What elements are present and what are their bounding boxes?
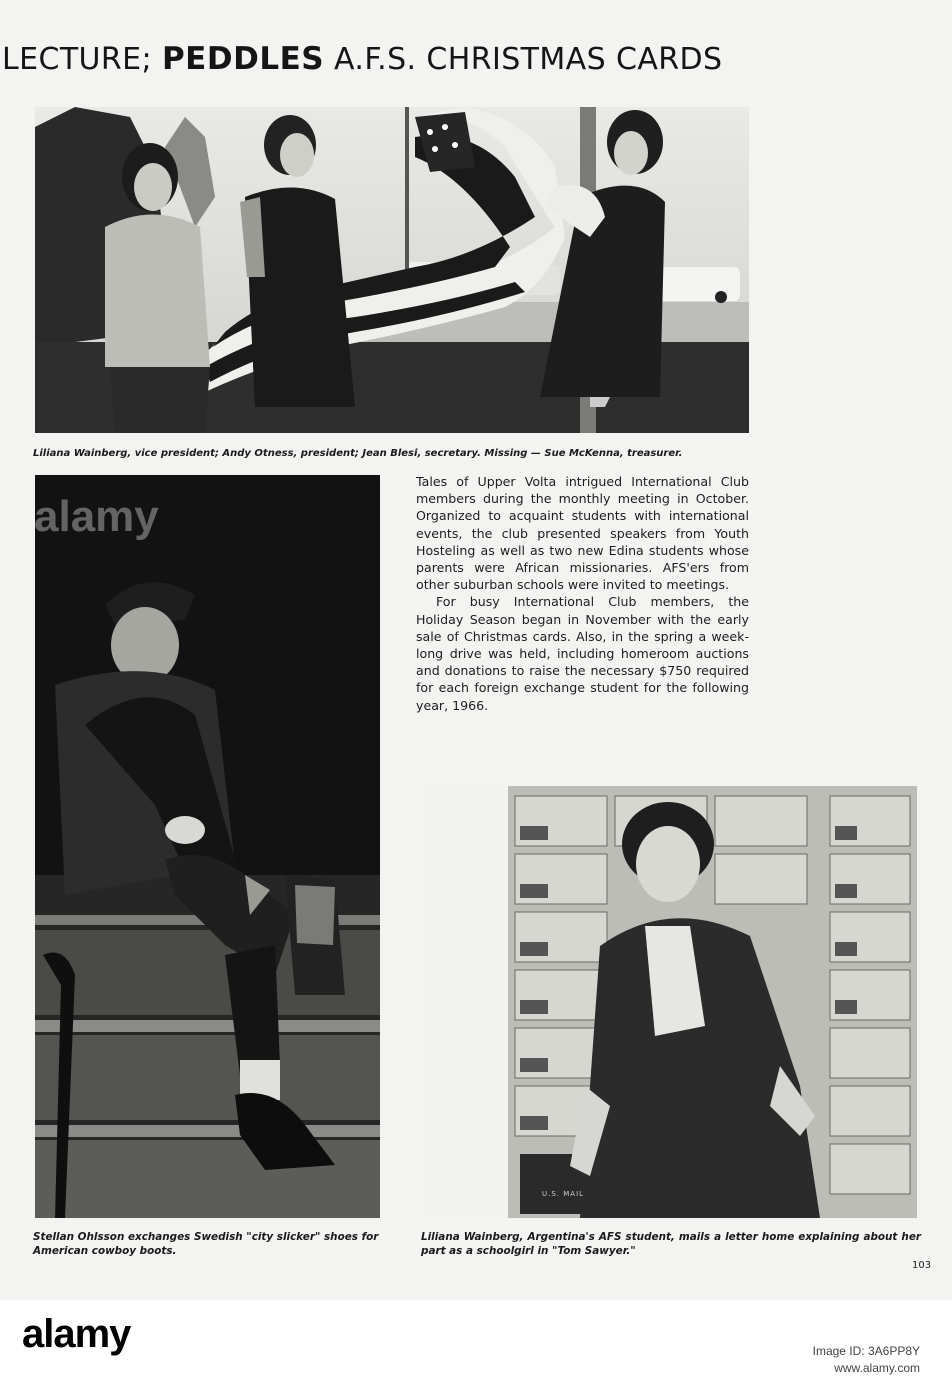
mailbox-label: U.S. MAIL (542, 1190, 585, 1198)
headline-bold: PEDDLES (161, 41, 325, 77)
boots-photo (35, 475, 380, 1218)
flag-photo-caption: Liliana Wainberg, vice president; Andy Otness, president; Jean Blesi, secretary. Missing — Sue McKenna, treasurer. (33, 448, 683, 459)
article-paragraph-2: For busy International Club members, the Holiday Season began in November with the early sale of Christmas cards. Also, in the spring a week-long drive was held, including homeroom auctions and donations to raise the necessary $750 required for each foreign exchange student for the following year, 1966. (416, 594, 749, 713)
headline-post: A.F.S. CHRISTMAS CARDS (334, 42, 723, 77)
article-body (416, 473, 749, 714)
boots-photo-caption: Stellan Ohlsson exchanges Swedish "city slicker" shoes for American cowboy boots. (33, 1231, 379, 1257)
flag-photo (35, 107, 749, 433)
stock-url[interactable]: www.alamy.com (834, 1361, 920, 1375)
watermark: alamy (34, 492, 159, 541)
article-paragraph-1: Tales of Upper Volta intrigued International Club members during the monthly meeting in October. Organized to acquaint students with international events, the club presented speakers from Youth Hosteling as well as two new Edina students whose parents were African missionaries. AFS'ers from other suburban schools were invited to meetings. (416, 474, 749, 593)
page-headline (2, 34, 942, 84)
mailbox-photo-caption: Liliana Wainberg, Argentina's AFS student, mails a letter home explaining about her part as a schoolgirl in "Tom Sawyer." (421, 1231, 921, 1257)
stock-image-id: Image ID: 3A6PP8Y (812, 1344, 920, 1358)
page-number: 103 (912, 1260, 932, 1271)
stock-logo[interactable]: alamy (22, 1312, 131, 1356)
mailbox-photo (420, 786, 917, 1218)
headline-pre: LECTURE; (2, 42, 153, 77)
